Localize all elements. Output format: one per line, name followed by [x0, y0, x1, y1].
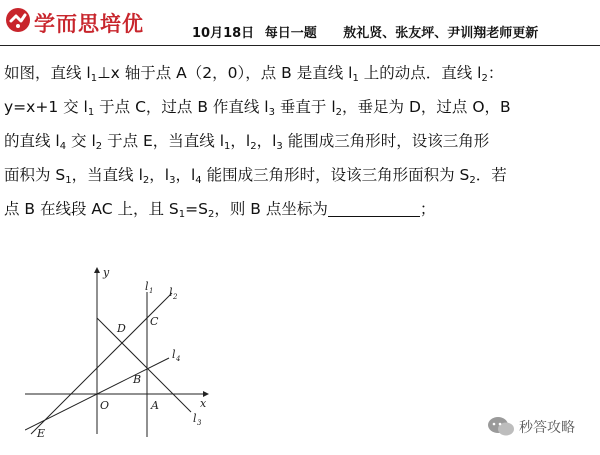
- line-l3-sub: 3: [197, 419, 202, 427]
- point-b-label: B: [133, 373, 142, 386]
- chat-bubble-icon: [487, 416, 515, 438]
- header-column: 每日一题: [264, 26, 317, 41]
- origin-label: O: [100, 399, 110, 412]
- page-header: [0, 0, 600, 52]
- brand-logo-icon: [4, 6, 32, 34]
- header-divider: [0, 45, 600, 46]
- problem-line-5: 点 B 在线段 AC 上，且 $S_1=S_2$，则 B 点坐标为 ；: [4, 200, 436, 220]
- x-axis-label: x: [200, 397, 207, 410]
- point-c-label: C: [150, 315, 159, 328]
- problem-text: [4, 56, 598, 226]
- line-l1-sub: 1: [149, 287, 154, 295]
- line-l2-label: l: [169, 286, 173, 299]
- brand-name: 学而思培优: [34, 12, 144, 36]
- point-a-label: A: [151, 399, 159, 412]
- watermark-text: 秒答攻略: [519, 420, 575, 436]
- point-e-label: E: [37, 427, 46, 437]
- problem-line-3: 的直线 $l_4$ 交 $l_2$ 于点 E，当直线 $l_1$，$l_2$，$l_3$ 能围成三角形时，设该三角形: [4, 132, 490, 152]
- line-l4-sub: 4: [176, 355, 181, 363]
- header-authors: 敖礼贤、张友坪、尹训翔老师更新: [343, 26, 539, 41]
- problem-line-2: y=x+1 交 $l_1$ 于点 C，过点 B 作直线 $l_3$ 垂直于 $l_2$，垂足为 D，过点 O，B: [4, 98, 511, 118]
- geometry-figure: [25, 262, 225, 437]
- header-info: [192, 22, 538, 41]
- answer-blank[interactable]: [328, 201, 420, 217]
- header-date: 10月18日: [192, 26, 255, 41]
- line-l3: [97, 318, 191, 412]
- line-l3-label: l: [193, 412, 197, 425]
- problem-line-1: 如图，直线 $l_1\perp x$ 轴于点 A（2，0），点 B 是直线 $l_1$ 上的动点．直线 $l_2$：: [4, 64, 504, 84]
- problem-line-4: 面积为 $S_1$，当直线 $l_2$，$l_3$，$l_4$ 能围成三角形时，设该三角形面积为 $S_2$．若: [4, 166, 507, 186]
- point-d-label: D: [117, 322, 126, 335]
- y-axis-label: y: [103, 266, 110, 279]
- line-l1-label: l: [145, 280, 149, 293]
- line-l2-sub: 2: [173, 293, 178, 301]
- line-l4-label: l: [172, 348, 176, 361]
